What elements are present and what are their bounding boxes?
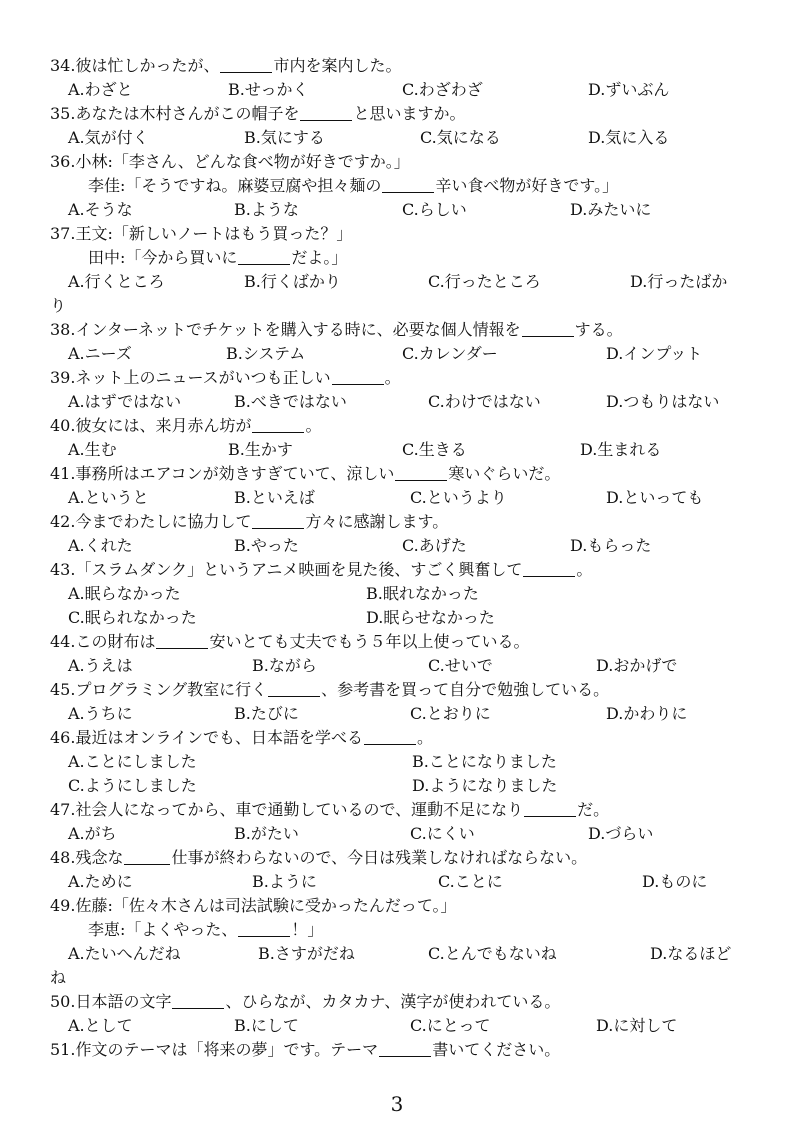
answer-blank — [523, 560, 575, 577]
question-number: 50. — [50, 992, 76, 1011]
answer-option: C.ようにしました — [68, 776, 197, 795]
answer-blank — [252, 416, 304, 433]
question-text: 。 — [305, 416, 322, 435]
question-text: 、ひらなが、カタカナ、漢字が使われている。 — [225, 992, 561, 1011]
answer-option: B.べきではない — [234, 392, 347, 411]
answer-option: B.眠れなかった — [366, 584, 479, 603]
question-number: 38. — [50, 320, 76, 339]
answer-option: C.あげた — [402, 536, 467, 555]
question-text: 。 — [416, 728, 433, 747]
answer-option: B.気にする — [244, 128, 325, 147]
question-line — [88, 174, 618, 198]
answer-option: A.はずではない — [68, 392, 182, 411]
answer-blank — [300, 104, 352, 121]
answer-option: B.ように — [252, 872, 317, 891]
answer-option: D.なるほど — [650, 944, 732, 963]
answer-option: C.らしい — [402, 200, 467, 219]
question-line — [50, 222, 352, 246]
question-text: 彼女には、来月赤ん坊が — [75, 416, 252, 435]
question-text: する。 — [574, 320, 623, 339]
question-number: 35. — [50, 104, 76, 123]
answer-option: B.せっかく — [228, 80, 309, 99]
answer-option: D.インプット — [606, 344, 703, 363]
answer-option: A.たいへんだね — [68, 944, 181, 963]
question-line — [50, 510, 448, 534]
answer-option: B.さすがだね — [258, 944, 355, 963]
answer-option: D.ようになりました — [412, 776, 558, 795]
question-text: 辛い食べ物が好きです。」 — [435, 176, 619, 195]
answer-option: A.そうな — [68, 200, 133, 219]
answer-option: A.行くところ — [68, 272, 165, 291]
question-number: 51. — [50, 1040, 76, 1059]
answer-option: D.つもりはない — [606, 392, 720, 411]
answer-option: B.にして — [234, 1016, 299, 1035]
answer-option: B.がたい — [234, 824, 299, 843]
question-text: 書いてください。 — [432, 1040, 561, 1059]
question-text: 作文のテーマは「将来の夢」です。テーマ — [75, 1040, 379, 1059]
question-text: 李佳:「そうですね。麻婆豆腐や担々麺の — [88, 176, 382, 195]
answer-option: A.として — [68, 1016, 133, 1035]
answer-option: B.ながら — [252, 656, 317, 675]
answer-option: A.ニーズ — [68, 344, 132, 363]
question-text: 安いとても丈夫でもう５年以上使っている。 — [209, 632, 530, 651]
answer-blank — [382, 176, 434, 193]
question-text: 最近はオンラインでも、日本語を学べる — [75, 728, 363, 747]
question-number: 41. — [50, 464, 76, 483]
answer-blank — [268, 680, 320, 697]
question-number: 34. — [50, 56, 76, 75]
question-number: 36. — [50, 152, 76, 171]
question-number: 48. — [50, 848, 76, 867]
question-number: 40. — [50, 416, 76, 435]
answer-option: B.システム — [226, 344, 306, 363]
question-number: 47. — [50, 800, 76, 819]
answer-option: C.というより — [410, 488, 507, 507]
answer-option: D.行ったばか — [630, 272, 728, 291]
question-line — [88, 918, 323, 942]
question-text: インターネットでチケットを購入する時に、必要な個人情報を — [75, 320, 521, 339]
answer-blank — [379, 1040, 431, 1057]
answer-option: D.おかげで — [596, 656, 678, 675]
question-text: 李恵:「よくやった、 — [88, 920, 238, 939]
answer-option: D.もらった — [570, 536, 652, 555]
answer-option: B.たびに — [234, 704, 299, 723]
answer-blank — [364, 728, 416, 745]
answer-option: D.といっても — [606, 488, 704, 507]
question-line — [50, 102, 465, 126]
question-text: あなたは木村さんがこの帽子を — [75, 104, 300, 123]
answer-blank — [156, 632, 208, 649]
answer-option: D.づらい — [588, 824, 654, 843]
question-line — [50, 678, 609, 702]
answer-option: B.ことになりました — [412, 752, 557, 771]
question-text: 田中:「今から買いに — [88, 248, 238, 267]
answer-option: A.眠らなかった — [68, 584, 181, 603]
question-text: 彼は忙しかったが、 — [75, 56, 220, 75]
question-line — [50, 894, 457, 918]
question-number: 39. — [50, 368, 76, 387]
question-text: 、参考書を買って自分で勉強している。 — [321, 680, 610, 699]
answer-option: A.わざと — [68, 80, 133, 99]
question-text: 王文:「新しいノートはもう買った？」 — [75, 224, 353, 243]
question-number: 45. — [50, 680, 76, 699]
answer-option: C.生きる — [402, 440, 467, 459]
answer-option: C.にくい — [410, 824, 475, 843]
question-text: この財布は — [75, 632, 156, 651]
question-text: 残念な — [75, 848, 124, 867]
question-number: 49. — [50, 896, 76, 915]
answer-option: B.ような — [234, 200, 299, 219]
answer-option: D.眠らせなかった — [366, 608, 495, 627]
question-text: 佐藤:「佐々木さんは司法試験に受かったんだって。」 — [75, 896, 457, 915]
page-number: 3 — [390, 1092, 404, 1116]
answer-option: C.眠られなかった — [68, 608, 197, 627]
question-text: ！」 — [291, 920, 324, 939]
answer-blank — [172, 992, 224, 1009]
question-text: 社会人になってから、車で通勤しているので、運動不足になり — [75, 800, 524, 819]
answer-blank — [124, 848, 170, 865]
answer-option: C.ことに — [438, 872, 503, 891]
question-text: 。 — [384, 368, 401, 387]
answer-option: A.ことにしました — [68, 752, 197, 771]
answer-option-wrap: ね — [50, 968, 67, 987]
answer-option: D.生まれる — [580, 440, 662, 459]
question-line — [50, 990, 560, 1014]
answer-option: C.気になる — [420, 128, 501, 147]
answer-option: A.うえは — [68, 656, 133, 675]
question-number: 44. — [50, 632, 76, 651]
question-text: 今までわたしに協力して — [75, 512, 252, 531]
question-text: 小林:「李さん、どんな食べ物が好きですか。」 — [75, 152, 410, 171]
answer-option: B.やった — [234, 536, 299, 555]
question-text: ネット上のニュースがいつも正しい — [75, 368, 331, 387]
answer-option: C.とおりに — [410, 704, 491, 723]
answer-option: C.行ったところ — [428, 272, 541, 291]
question-line — [50, 318, 623, 342]
answer-option: C.とんでもないね — [428, 944, 557, 963]
answer-option: A.ために — [68, 872, 133, 891]
question-line — [50, 54, 401, 78]
question-line — [50, 558, 592, 582]
answer-option: B.といえば — [234, 488, 315, 507]
question-line — [88, 246, 347, 270]
answer-option: C.せいで — [428, 656, 493, 675]
question-line — [50, 798, 609, 822]
answer-blank — [395, 464, 447, 481]
question-line — [50, 462, 560, 486]
answer-blank — [332, 368, 384, 385]
question-text: だ。 — [577, 800, 610, 819]
question-text: 方々に感謝します。 — [305, 512, 449, 531]
answer-blank — [524, 800, 576, 817]
question-text: だよ。」 — [291, 248, 348, 267]
answer-blank — [238, 248, 290, 265]
question-text: プログラミング教室に行く — [75, 680, 268, 699]
question-line — [50, 846, 587, 870]
question-line — [50, 630, 529, 654]
answer-option: C.わざわざ — [402, 80, 483, 99]
answer-blank — [220, 56, 272, 73]
question-text: 仕事が終わらないので、今日は残業しなければならない。 — [171, 848, 588, 867]
question-line — [50, 1038, 560, 1062]
question-number: 37. — [50, 224, 76, 243]
answer-option: A.というと — [68, 488, 149, 507]
answer-option-wrap: り — [50, 296, 67, 315]
answer-option: D.かわりに — [606, 704, 688, 723]
answer-option: A.気が付く — [68, 128, 149, 147]
question-number: 42. — [50, 512, 76, 531]
question-line — [50, 150, 410, 174]
question-line — [50, 726, 433, 750]
question-text: と思いますか。 — [353, 104, 466, 123]
question-text: 。 — [576, 560, 593, 579]
answer-blank — [522, 320, 574, 337]
answer-option: B.生かす — [228, 440, 293, 459]
question-text: 寒いぐらいだ。 — [448, 464, 561, 483]
answer-option: C.にとって — [410, 1016, 491, 1035]
answer-option: D.ものに — [642, 872, 708, 891]
question-text: 市内を案内した。 — [273, 56, 402, 75]
question-line — [50, 414, 321, 438]
answer-option: B.行くばかり — [244, 272, 341, 291]
answer-option: C.わけではない — [428, 392, 541, 411]
question-number: 46. — [50, 728, 76, 747]
answer-option: D.に対して — [596, 1016, 678, 1035]
answer-option: A.生む — [68, 440, 117, 459]
answer-blank — [238, 920, 290, 937]
question-text: 日本語の文字 — [75, 992, 172, 1011]
question-line — [50, 366, 401, 390]
answer-option: A.くれた — [68, 536, 133, 555]
question-number: 43. — [50, 560, 76, 579]
question-text: 事務所はエアコンが効きすぎていて、涼しい — [75, 464, 395, 483]
question-text: 「スラムダンク」というアニメ映画を見た後、すごく興奮して — [75, 560, 523, 579]
answer-option: D.ずいぶん — [588, 80, 670, 99]
answer-option: D.気に入る — [588, 128, 670, 147]
answer-blank — [252, 512, 304, 529]
answer-option: C.カレンダー — [402, 344, 498, 363]
answer-option: A.がち — [68, 824, 117, 843]
answer-option: D.みたいに — [570, 200, 652, 219]
answer-option: A.うちに — [68, 704, 133, 723]
